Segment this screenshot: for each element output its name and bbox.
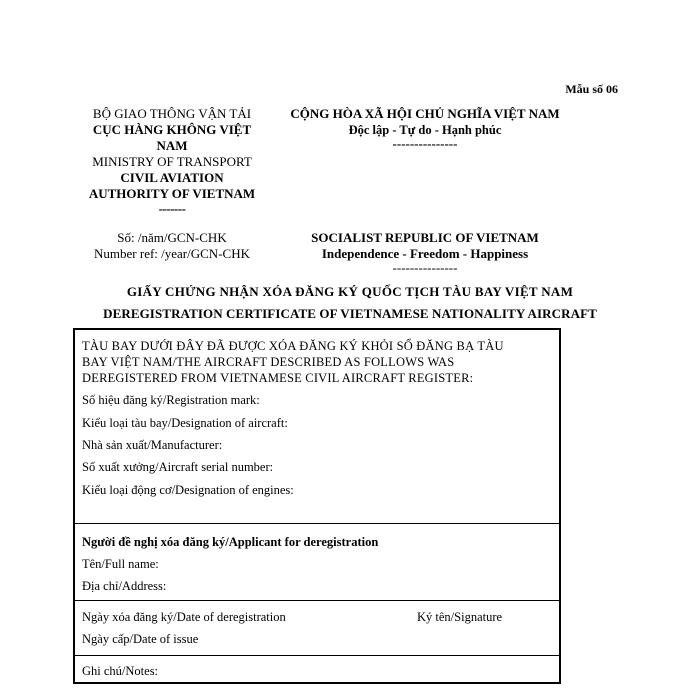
issue-date-field: Ngày cấp/Date of issue [82,632,199,646]
national-title-vi: CỘNG HÒA XÃ HỘI CHỦ NGHĨA VIỆT NAM [290,106,560,121]
manufacturer-field: Nhà sản xuất/Manufacturer: [82,438,223,452]
national-header [272,106,578,150]
issuing-authority-header [72,106,272,216]
signature-field: Ký tên/Signature [417,610,503,624]
section-divider [75,600,559,601]
national-title-en: SOCIALIST REPUBLIC OF VIETNAM [311,230,539,245]
authority-vi-line1: CỤC HÀNG KHÔNG VIỆT [92,122,252,137]
national-motto-en: Independence - Freedom - Happiness [321,246,529,261]
section-divider [75,655,559,656]
authority-vi-line2: NAM [156,138,188,153]
engine-designation-field: Kiểu loại động cơ/Designation of engines: [82,483,294,497]
applicant-full-name-field: Tên/Full name: [82,557,159,571]
aircraft-designation-field: Kiểu loại tàu bay/Designation of aircraft: [82,416,288,430]
reference-number [72,230,272,262]
certificate-form-box [73,328,561,684]
aircraft-intro-line2: BAY VIỆT NAM/THE AIRCRAFT DESCRIBED AS FOLLOWS WAS [82,355,455,369]
aircraft-intro-line1: TÀU BAY DƯỚI ĐÂY ĐÃ ĐƯỢC XÓA ĐĂNG KÝ KHỎI SỔ ĐĂNG BẠ TÀU [82,339,504,353]
aircraft-intro-line3: DEREGISTERED FROM VIETNAMESE CIVIL AIRCRAFT REGISTER: [82,371,474,385]
ministry-en: MINISTRY OF TRANSPORT [92,154,252,169]
national-header-en [272,230,578,274]
reference-number-en: Number ref: /year/GCN-CHK [94,246,250,261]
left-header-divider: ------- [158,201,186,216]
deregistration-date-field: Ngày xóa đăng ký/Date of deregistration [82,610,286,624]
applicant-address-field: Địa chỉ/Address: [82,579,167,593]
certificate-title-vi: GIẤY CHỨNG NHẬN XÓA ĐĂNG KÝ QUỐC TỊCH TÀU BAY VIỆT NAM [126,284,574,299]
socialist-divider: --------------- [392,260,458,275]
notes-field: Ghi chú/Notes: [82,664,159,678]
registration-mark-field: Số hiệu đăng ký/Registration mark: [82,393,260,407]
authority-en-line2: AUTHORITY OF VIETNAM [88,186,256,201]
applicant-heading: Người đề nghị xóa đăng ký/Applicant for deregistration [82,535,379,549]
authority-en-line1: CIVIL AVIATION [120,170,224,185]
certificate-title-en: DEREGISTRATION CERTIFICATE OF VIETNAMESE NATIONALITY AIRCRAFT [103,306,597,321]
reference-number-vi: Số: /năm/GCN-CHK [117,230,227,245]
right-header-divider: --------------- [392,136,458,151]
serial-number-field: Số xuất xưởng/Aircraft serial number: [82,460,274,474]
section-divider [75,523,559,524]
aircraft-intro [82,338,552,386]
national-motto-vi: Độc lập - Tự do - Hạnh phúc [348,123,502,137]
form-number: Mẫu số 06 [565,82,618,96]
ministry-vi: BỘ GIAO THÔNG VẬN TẢI [92,106,252,121]
